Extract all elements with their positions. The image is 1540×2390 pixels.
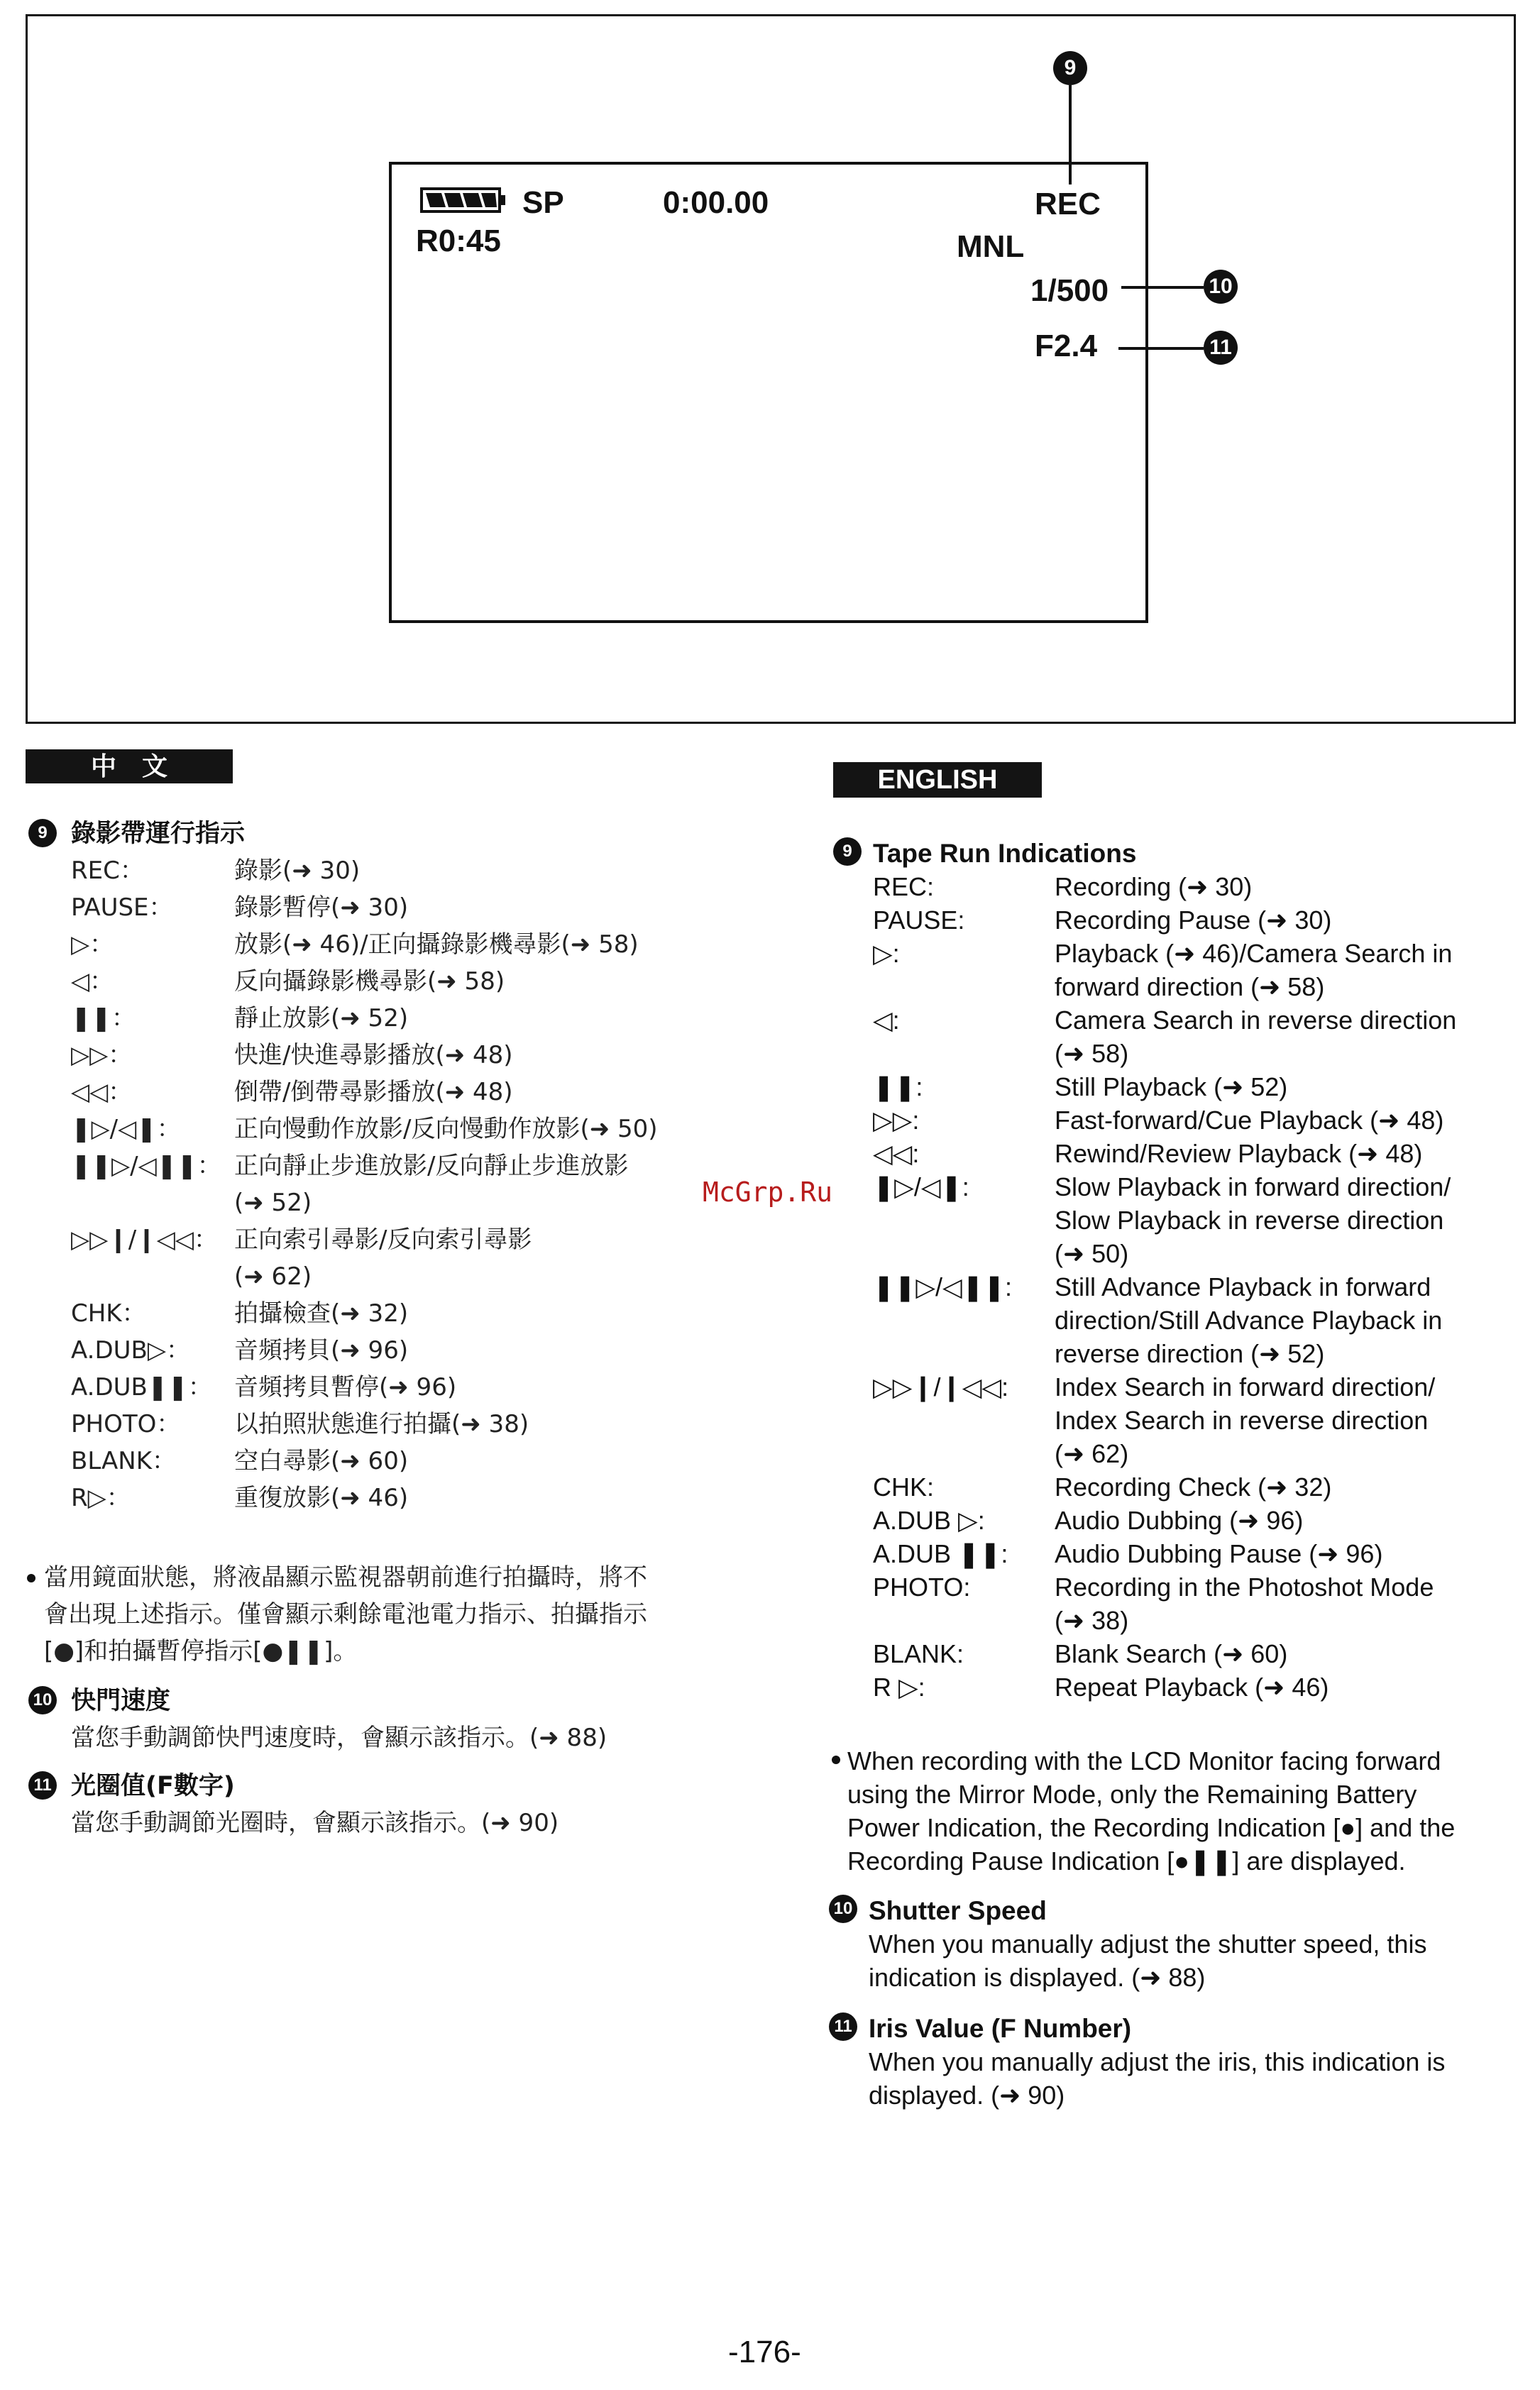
zh-item-label: ◁◁： <box>71 1078 133 1106</box>
zh-item-desc: 錄影暫停(➜ 30) <box>234 893 409 922</box>
en-item-desc: Recording (➜ 30) <box>1055 872 1253 901</box>
shutter-speed: 1/500 <box>1030 273 1109 308</box>
zh-item-desc: 正向慢動作放影/反向慢動作放影(➜ 50) <box>234 1115 658 1143</box>
en-note-line: Recording Pause Indication [●❚❚] are displayed. <box>847 1846 1406 1876</box>
zh-item-label: PAUSE： <box>71 893 173 922</box>
en-item-label: ◁◁: <box>873 1139 920 1168</box>
en-item-desc: Audio Dubbing Pause (➜ 96) <box>1055 1539 1383 1568</box>
rec-status: REC <box>1035 187 1101 221</box>
en-note-line: Power Indication, the Recording Indication [●] and the <box>847 1813 1456 1842</box>
zh-item-desc: 放影(➜ 46)/正向攝錄影機尋影(➜ 58) <box>234 930 639 959</box>
en-item-desc: Camera Search in reverse direction <box>1055 1006 1457 1035</box>
zh-item-label: CHK： <box>71 1299 146 1328</box>
page-number: -176- <box>728 2335 801 2369</box>
zh-item-desc: 錄影(➜ 30) <box>234 857 361 885</box>
en-item-label: ❚▷/◁❚: <box>873 1172 969 1201</box>
en-item-desc-cont: (➜ 62) <box>1055 1439 1129 1468</box>
callout-11: 11 <box>1204 331 1238 365</box>
en-item-desc-cont: reverse direction (➜ 52) <box>1055 1339 1325 1368</box>
en-item-desc: Slow Playback in forward direction/ <box>1055 1172 1451 1201</box>
zh-item-desc: 反向攝錄影機尋影(➜ 58) <box>234 967 505 996</box>
zh-item-desc: 倒帶/倒帶尋影播放(➜ 48) <box>234 1078 513 1106</box>
en-item-desc: Audio Dubbing (➜ 96) <box>1055 1506 1304 1535</box>
en-item-label: ▷▷❙/❙◁◁: <box>873 1372 1009 1401</box>
en-section-10-text: When you manually adjust the shutter speed, this <box>869 1929 1427 1959</box>
timecode: 0:00.00 <box>663 185 769 220</box>
callout-10: 10 <box>1204 270 1238 304</box>
leader-line-11 <box>1118 347 1204 350</box>
en-item-desc: Fast-forward/Cue Playback (➜ 48) <box>1055 1106 1444 1135</box>
leader-line-9 <box>1069 85 1072 185</box>
en-item-desc-cont: (➜ 38) <box>1055 1606 1129 1635</box>
zh-item-label: ▷▷❙/❙◁◁： <box>71 1226 219 1254</box>
zh-item-label: PHOTO： <box>71 1410 181 1438</box>
zh-section-10-text: 當您手動調節快門速度時，會顯示該指示。(➜ 88) <box>71 1724 607 1752</box>
en-item-label: A.DUB ▷: <box>873 1506 985 1535</box>
zh-item-label: ❚❚： <box>71 1004 136 1032</box>
zh-note-line: [●]和拍攝暫停指示[●❚❚]。 <box>44 1637 358 1665</box>
zh-item-label: A.DUB▷： <box>71 1336 191 1365</box>
zh-item-desc-cont: (➜ 62) <box>234 1262 312 1291</box>
en-section-11-badge: 11 <box>829 2012 857 2041</box>
leader-line-10 <box>1121 286 1204 289</box>
en-note-line: When recording with the LCD Monitor facing forward <box>847 1746 1441 1775</box>
zh-item-desc-cont: (➜ 52) <box>234 1189 312 1217</box>
zh-note-line: 會出現上述指示。僅會顯示剩餘電池電力指示、拍攝指示 <box>44 1600 647 1629</box>
en-item-desc: Index Search in forward direction/ <box>1055 1372 1436 1401</box>
zh-item-desc: 以拍照狀態進行拍攝(➜ 38) <box>234 1410 529 1438</box>
en-item-desc: Still Playback (➜ 52) <box>1055 1072 1288 1101</box>
en-item-desc: Still Advance Playback in forward <box>1055 1272 1431 1301</box>
en-item-desc: Rewind/Review Playback (➜ 48) <box>1055 1139 1423 1168</box>
remaining-tape: R0:45 <box>416 224 501 258</box>
zh-section-9-badge: 9 <box>28 819 57 847</box>
lcd-screen <box>389 162 1148 623</box>
en-section-10-badge: 10 <box>829 1895 857 1923</box>
zh-item-label: ❚▷/◁❚： <box>71 1115 181 1143</box>
zh-item-desc: 空白尋影(➜ 60) <box>234 1447 409 1475</box>
en-item-desc: Recording Pause (➜ 30) <box>1055 905 1332 935</box>
zh-item-desc: 音頻拷貝暫停(➜ 96) <box>234 1373 457 1401</box>
zh-section-10-title: 快門速度 <box>71 1687 171 1715</box>
zh-section-9-title: 錄影帶運行指示 <box>71 820 246 848</box>
zh-item-label: R▷： <box>71 1484 131 1512</box>
zh-section-10-badge: 10 <box>28 1686 57 1714</box>
en-item-label: ◁: <box>873 1006 900 1035</box>
en-item-label: PAUSE: <box>873 905 965 935</box>
en-item-label: REC: <box>873 872 935 901</box>
zh-note-line: 當用鏡面狀態，將液晶顯示監視器朝前進行拍攝時，將不 <box>44 1563 647 1592</box>
en-section-11-text: When you manually adjust the iris, this indication is <box>869 2047 1446 2076</box>
zh-item-desc: 拍攝檢查(➜ 32) <box>234 1299 409 1328</box>
zh-item-desc: 重復放影(➜ 46) <box>234 1484 409 1512</box>
en-item-label: R ▷: <box>873 1673 925 1702</box>
en-item-desc: Blank Search (➜ 60) <box>1055 1639 1288 1668</box>
zh-item-label: A.DUB❚❚： <box>71 1373 212 1401</box>
en-item-desc-cont: (➜ 50) <box>1055 1239 1129 1268</box>
en-item-label: A.DUB ❚❚: <box>873 1539 1008 1568</box>
en-section-10-text: indication is displayed. (➜ 88) <box>869 1963 1206 1992</box>
en-note-bullet <box>832 1756 840 1764</box>
zh-item-label: ▷▷： <box>71 1041 133 1069</box>
zh-section-11-badge: 11 <box>28 1771 57 1800</box>
en-section-11-text: displayed. (➜ 90) <box>869 2081 1065 2110</box>
en-item-label: BLANK: <box>873 1639 964 1668</box>
zh-item-desc: 靜止放影(➜ 52) <box>234 1004 409 1032</box>
iris-value: F2.4 <box>1035 329 1098 363</box>
chinese-header: 中 文 <box>26 749 233 783</box>
en-item-label: ▷▷: <box>873 1106 920 1135</box>
en-item-desc: Recording in the Photoshot Mode <box>1055 1573 1434 1602</box>
en-item-desc: Recording Check (➜ 32) <box>1055 1472 1332 1502</box>
callout-9: 9 <box>1053 51 1087 85</box>
zh-item-label: ◁： <box>71 967 114 996</box>
en-item-desc: Playback (➜ 46)/Camera Search in <box>1055 939 1453 968</box>
battery-full-icon <box>420 186 508 214</box>
zh-item-desc: 正向靜止步進放影/反向靜止步進放影 <box>234 1152 629 1180</box>
zh-item-label: ❚❚▷/◁❚❚： <box>71 1152 221 1180</box>
en-item-desc-cont: (➜ 58) <box>1055 1039 1129 1068</box>
en-item-desc-cont: forward direction (➜ 58) <box>1055 972 1325 1001</box>
tape-mode: SP <box>522 185 564 220</box>
zh-item-desc: 音頻拷貝(➜ 96) <box>234 1336 409 1365</box>
en-section-9-title: Tape Run Indications <box>873 839 1137 868</box>
en-item-label: ❚❚▷/◁❚❚: <box>873 1272 1013 1301</box>
zh-item-desc: 快進/快進尋影播放(➜ 48) <box>234 1041 513 1069</box>
en-item-desc-cont: Index Search in reverse direction <box>1055 1406 1429 1435</box>
zh-item-label: BLANK： <box>71 1447 177 1475</box>
watermark: McGrp.Ru <box>703 1177 833 1208</box>
en-item-desc-cont: Slow Playback in reverse direction <box>1055 1206 1444 1235</box>
manual-mode: MNL <box>957 229 1025 264</box>
en-item-label: ▷: <box>873 939 900 968</box>
zh-item-label: ▷： <box>71 930 114 959</box>
en-section-10-title: Shutter Speed <box>869 1896 1047 1925</box>
zh-item-label: REC： <box>71 857 144 885</box>
en-note-line: using the Mirror Mode, only the Remaining Battery <box>847 1780 1417 1809</box>
zh-section-11-title: 光圈值(F數字) <box>71 1772 235 1800</box>
en-item-desc: Repeat Playback (➜ 46) <box>1055 1673 1329 1702</box>
zh-section-11-text: 當您手動調節光圈時，會顯示該指示。(➜ 90) <box>71 1809 559 1837</box>
zh-item-desc: 正向索引尋影/反向索引尋影 <box>234 1226 532 1254</box>
en-section-9-badge: 9 <box>833 837 862 866</box>
en-item-label: ❚❚: <box>873 1072 923 1101</box>
en-item-desc-cont: direction/Still Advance Playback in <box>1055 1306 1443 1335</box>
en-item-label: CHK: <box>873 1472 935 1502</box>
en-item-label: PHOTO: <box>873 1573 971 1602</box>
en-section-11-title: Iris Value (F Number) <box>869 2014 1132 2043</box>
english-header: ENGLISH <box>833 762 1042 798</box>
zh-note-bullet <box>27 1574 35 1582</box>
